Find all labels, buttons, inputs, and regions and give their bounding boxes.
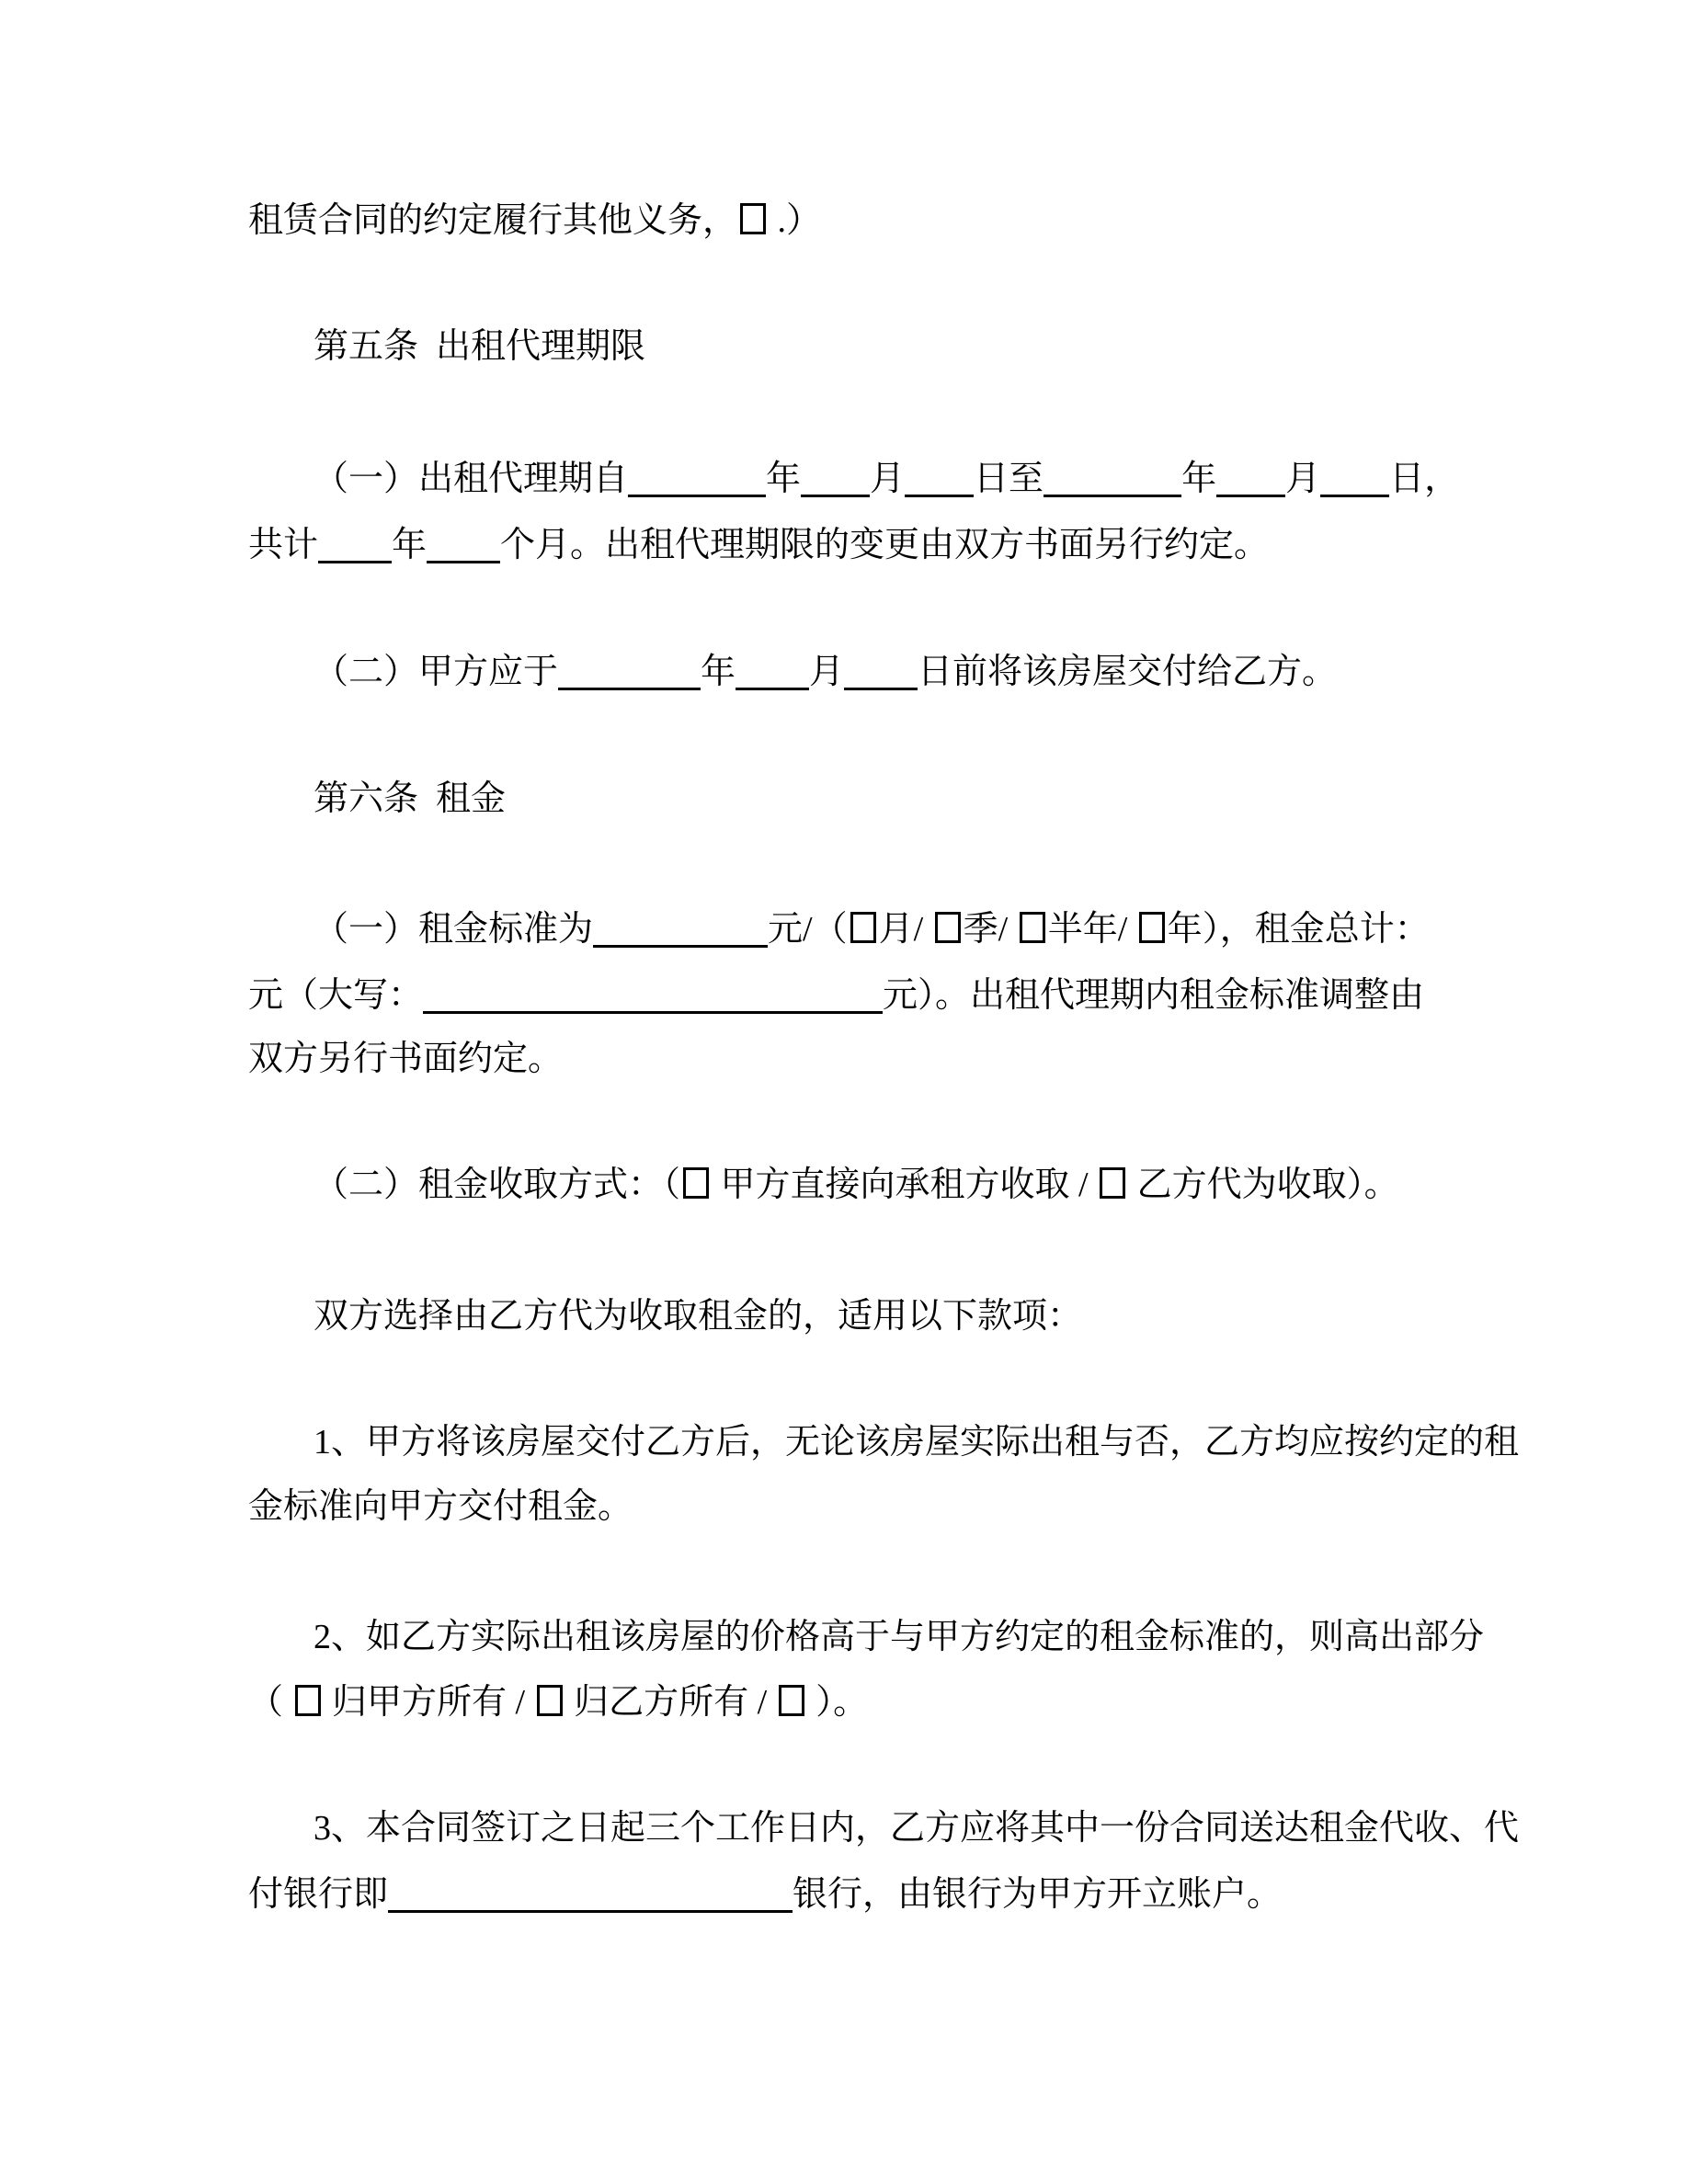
text-run: 甲方直接向承租方收取 / — [712, 1166, 1098, 1204]
text-line-6 — [314, 781, 506, 816]
checkbox-icon — [1020, 912, 1045, 943]
text-line-16 — [314, 1811, 1519, 1846]
text-run: 3、本合同签订之日起三个工作日内，乙方应将其中一份合同送达租金代收、代 — [314, 1809, 1520, 1848]
text-run: 年 — [701, 653, 736, 691]
text-line-2 — [314, 329, 645, 364]
blank-field — [1320, 460, 1389, 497]
text-run: 年 — [1181, 460, 1217, 498]
checkbox-icon — [850, 912, 876, 943]
text-run: 租赁合同的约定履行其他义务， — [248, 201, 738, 240]
text-run: 季/ — [963, 910, 1017, 949]
blank-field — [558, 653, 701, 690]
text-run: 年），租金总计： — [1167, 910, 1430, 949]
blank-field — [593, 910, 768, 948]
text-run: （一）出租代理期自 — [314, 460, 629, 498]
checkbox-icon — [683, 1167, 709, 1199]
text-line-13 — [248, 1489, 633, 1524]
text-run: 月 — [870, 460, 906, 498]
blank-field — [844, 653, 918, 690]
checkbox-icon — [1139, 912, 1165, 943]
text-run: 银行，由银行为甲方开立账户。 — [793, 1875, 1283, 1914]
text-line-17 — [248, 1875, 1282, 1913]
text-run: .） — [769, 201, 822, 240]
blank-field — [736, 653, 809, 690]
blank-field — [801, 460, 870, 497]
text-line-10 — [314, 1167, 1399, 1202]
text-run: 元（大写： — [248, 976, 424, 1015]
text-run: 月/ — [878, 910, 932, 949]
checkbox-icon — [740, 203, 766, 234]
text-line-7 — [314, 910, 1430, 948]
text-run: 月 — [809, 653, 845, 691]
text-run: 共计 — [248, 526, 319, 564]
text-line-3 — [314, 460, 1459, 497]
text-run: （二）甲方应于 — [314, 653, 559, 691]
text-run: 2、如乙方实际出租该房屋的价格高于与甲方约定的租金标准的，则高出部分 — [314, 1618, 1485, 1656]
text-run: 1、甲方将该房屋交付乙方后，无论该房屋实际出租与否，乙方均应按约定的租 — [314, 1423, 1520, 1462]
checkbox-icon — [295, 1685, 321, 1716]
text-run: 第六条 租金 — [314, 779, 507, 818]
text-line-4 — [248, 526, 1269, 563]
text-line-12 — [314, 1425, 1519, 1460]
text-run: 归乙方所有 / — [565, 1683, 776, 1722]
checkbox-icon — [1100, 1167, 1125, 1199]
text-run: ）。 — [806, 1683, 869, 1722]
text-run: 第五条 出租代理期限 — [314, 327, 646, 366]
checkbox-icon — [537, 1685, 563, 1716]
text-run: 付银行即 — [248, 1875, 389, 1914]
blank-field — [628, 460, 766, 497]
blank-field — [388, 1875, 793, 1913]
text-run: 月 — [1285, 460, 1321, 498]
blank-field — [423, 976, 883, 1014]
text-run: 元/（ — [768, 910, 848, 949]
text-run: 元）。出租代理期内租金标准调整由 — [883, 976, 1425, 1015]
text-run: 日前将该房屋交付给乙方。 — [918, 653, 1338, 691]
text-line-14 — [314, 1620, 1484, 1655]
blank-field — [905, 460, 974, 497]
text-line-5 — [314, 653, 1337, 690]
text-run: 个月。出租代理期限的变更由双方书面另行约定。 — [500, 526, 1270, 564]
blank-field — [1216, 460, 1285, 497]
text-run: 日至 — [974, 460, 1044, 498]
text-run: 年 — [392, 526, 428, 564]
text-line-15 — [248, 1685, 868, 1720]
text-run: （ — [248, 1683, 292, 1722]
text-run: 乙方代为收取）。 — [1128, 1166, 1399, 1204]
text-run: 日， — [1389, 460, 1460, 498]
blank-field — [318, 526, 392, 563]
blank-field — [427, 526, 500, 563]
checkbox-icon — [935, 912, 961, 943]
checkbox-icon — [779, 1685, 804, 1716]
text-line-9 — [248, 1041, 563, 1076]
text-run: 双方另行书面约定。 — [248, 1040, 564, 1078]
blank-field — [1044, 460, 1181, 497]
text-line-11 — [314, 1299, 1082, 1334]
text-run: （二）租金收取方式：（ — [314, 1166, 681, 1204]
text-run: 年 — [766, 460, 802, 498]
text-run: 归甲方所有 / — [323, 1683, 534, 1722]
text-run: （一）租金标准为 — [314, 910, 594, 949]
text-line-1 — [248, 203, 821, 238]
text-line-8 — [248, 976, 1424, 1014]
text-run: 双方选择由乙方代为收取租金的，适用以下款项： — [314, 1297, 1083, 1336]
text-run: 金标准向甲方交付租金。 — [248, 1487, 633, 1526]
text-run: 半年/ — [1047, 910, 1136, 949]
